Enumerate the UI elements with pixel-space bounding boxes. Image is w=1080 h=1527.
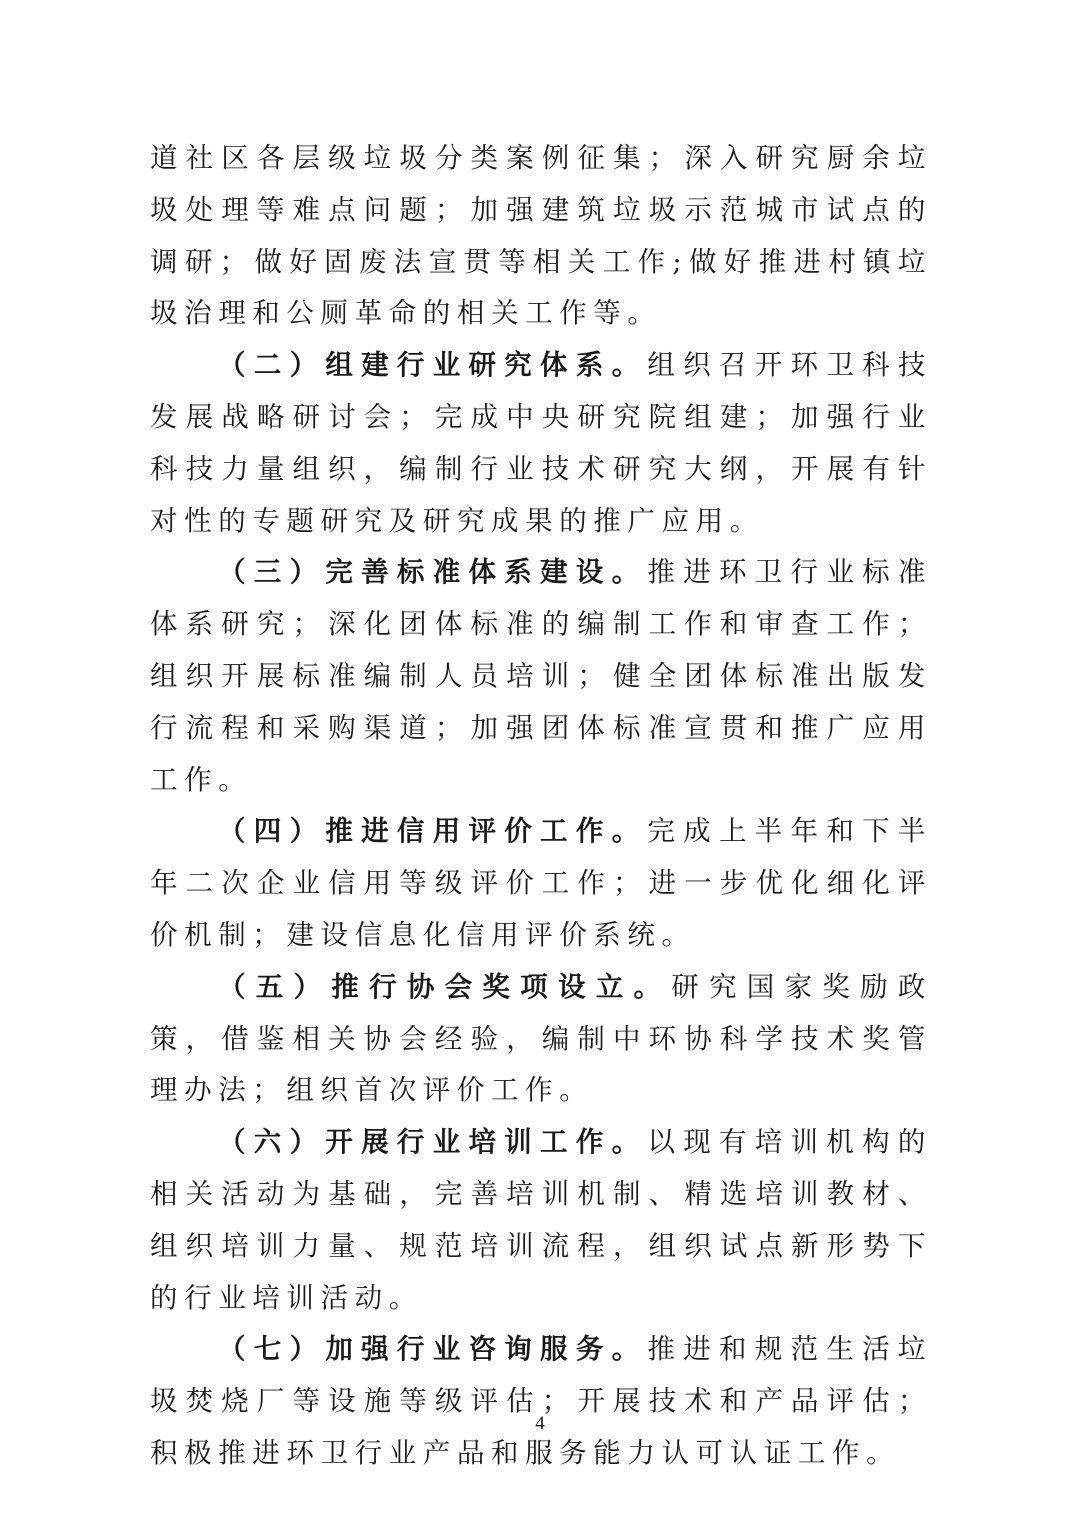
page-number: 4: [535, 1413, 545, 1434]
paragraph-training: [150, 1117, 932, 1324]
paragraph-body: 推进和规范生活垃圾焚烧厂等设施等级评估；开展技术和产品评估；积极推进环卫行业产品和服务能力认可认证工作。: [150, 1333, 932, 1469]
paragraph-awards: [150, 962, 932, 1117]
paragraph-credit-evaluation: [150, 806, 932, 961]
document-body: [150, 133, 932, 1480]
section-heading: （二）组建行业研究体系。: [218, 349, 648, 382]
section-heading: （七）加强行业咨询服务。: [218, 1333, 648, 1366]
paragraph-body: 研究国家奖励政策，借鉴相关协会经验，编制中环协科学技术奖管理办法；组织首次评价工作。: [150, 970, 932, 1107]
section-heading: （五）推行协会奖项设立。: [218, 970, 672, 1003]
paragraph-body: 以现有培训机构的相关活动为基础，完善培训机制、精选培训教材、组织培训力量、规范培训流程，组织试点新形势下的行业培训活动。: [150, 1126, 932, 1314]
section-heading: （三）完善标准体系建设。: [218, 556, 648, 589]
paragraph-consulting: [150, 1324, 932, 1479]
paragraph-body: 组织召开环卫科技发展战略研讨会；完成中央研究院组建；加强行业科技力量组织，编制行业技术研究大纲，开展有针对性的专题研究及研究成果的推广应用。: [150, 349, 932, 537]
paragraph-research-system: [150, 340, 932, 547]
section-heading: （六）开展行业培训工作。: [218, 1126, 648, 1159]
paragraph-continuation: [150, 133, 932, 340]
paragraph-body: 推进环卫行业标准体系研究；深化团体标准的编制工作和审查工作；组织开展标准编制人员培训；健全团体标准出版发行流程和采购渠道；加强团体标准宣贯和推广应用工作。: [150, 556, 932, 796]
paragraph-standards: [150, 547, 932, 806]
paragraph-body: 完成上半年和下半年二次企业信用等级评价工作；进一步优化细化评价机制；建设信息化信用评价系统。: [150, 815, 932, 951]
section-heading: （四）推进信用评价工作。: [218, 815, 648, 848]
paragraph-body: 道社区各层级垃圾分类案例征集；深入研究厨余垃圾处理等难点问题；加强建筑垃圾示范城市试点的调研；做好固废法宣贯等相关工作;做好推进村镇垃圾治理和公厕革命的相关工作等。: [150, 142, 932, 330]
